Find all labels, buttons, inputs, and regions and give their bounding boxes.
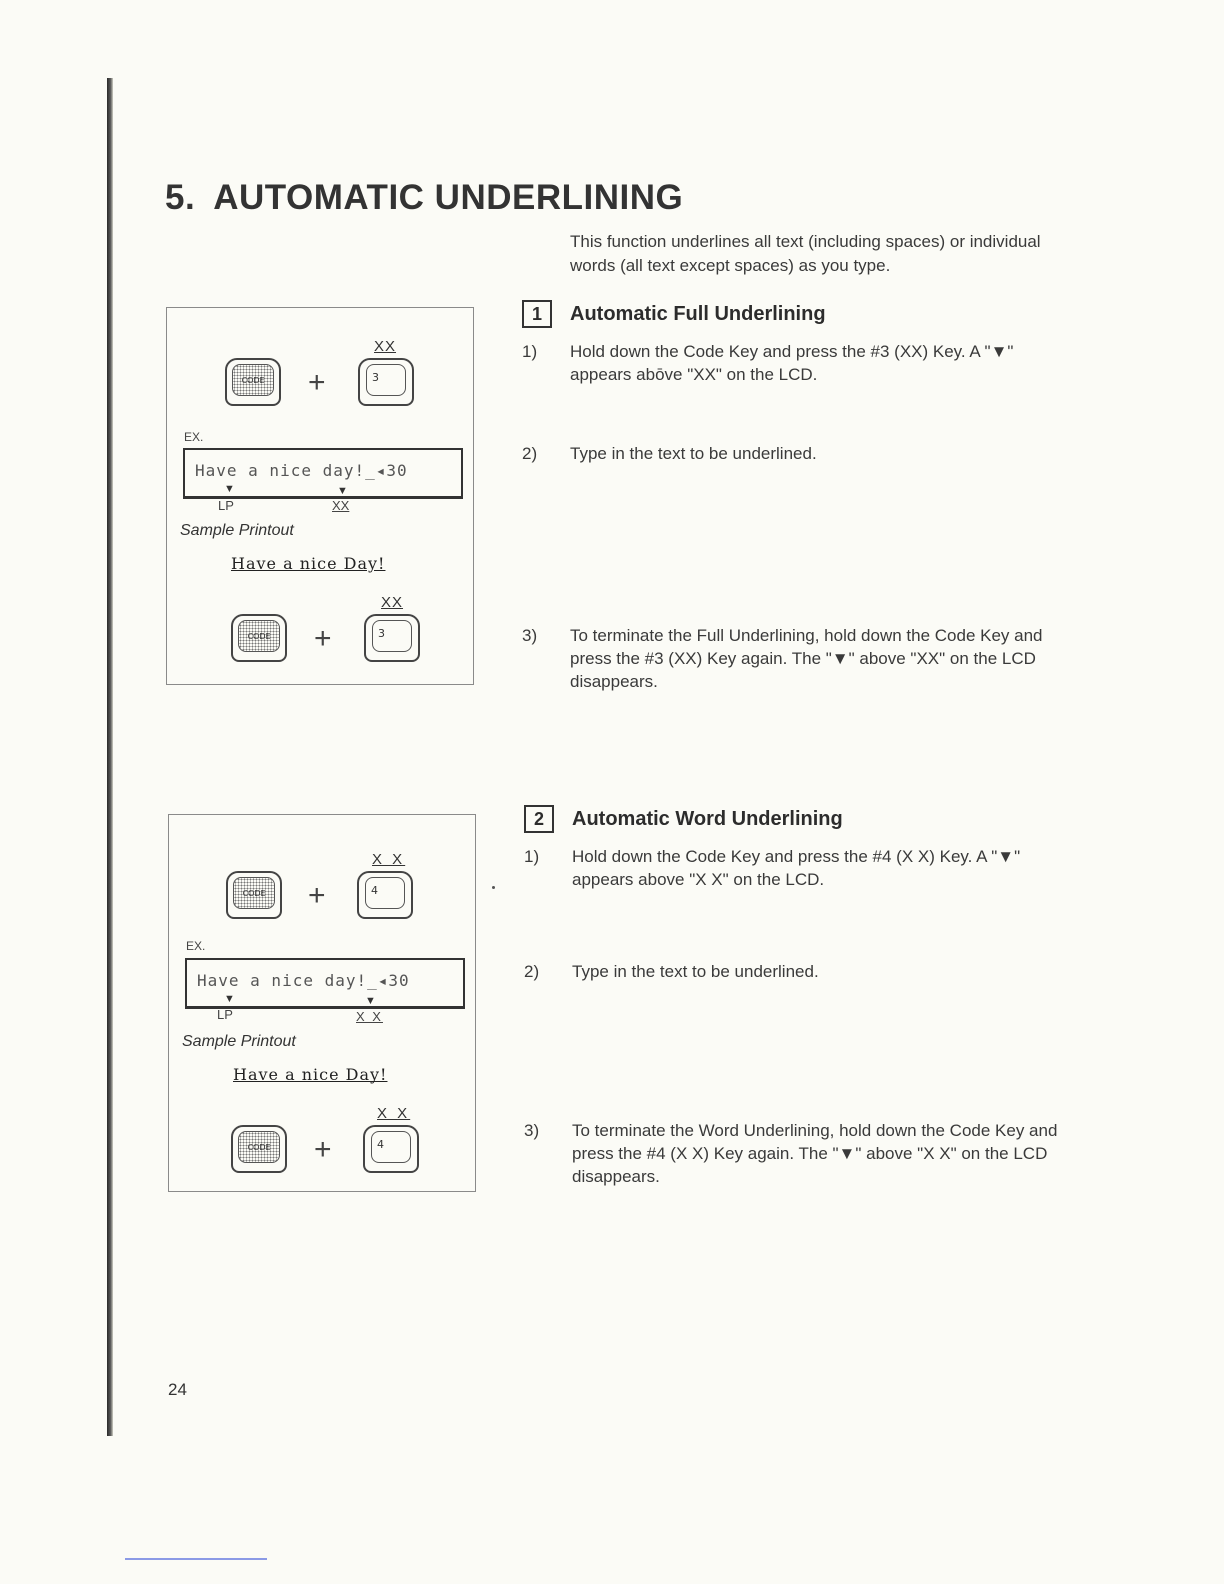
example-label: EX. [186,939,206,953]
intro-paragraph: This function underlines all text (including spaces) or individual words (all text except spaces) as you type. [570,232,1041,275]
plus-icon: + [308,366,326,399]
code-key-icon: CODE [231,614,287,662]
code-key-icon: CODE [225,358,281,406]
step-text: Hold down the Code Key and press the #3 (XX) Key. A "▼" appears abōve "XX" on the LCD. [570,342,1014,384]
step-number: 2) [524,962,540,981]
key-combination-end [167,594,473,664]
xx-indicator-icon: ▼ [337,485,348,497]
step-text: To terminate the Full Underlining, hold down the Code Key and press the #3 (XX) Key again. The "▼" above "XX" on the LCD disappears. [570,626,1043,691]
step-number: 2) [522,444,538,463]
step-text: Hold down the Code Key and press the #4 (X X) Key. A "▼" appears above "X X" on the LCD. [572,847,1021,889]
lp-caption: LP [217,1007,233,1022]
lp-indicator-icon: ▼ [224,483,235,495]
sample-printout-label: Sample Printout [180,522,294,539]
page-title [165,178,683,218]
code-key-icon: CODE [231,1125,287,1173]
lp-caption: LP [218,498,234,513]
code-key-icon: CODE [226,871,282,919]
plus-icon: + [308,879,326,912]
title-text: AUTOMATIC UNDERLINING [213,178,684,217]
lp-indicator-icon: ▼ [224,993,235,1005]
step-number: 3) [524,1121,540,1140]
plus-icon: + [314,622,332,655]
step-text: Type in the text to be underlined. [570,444,817,463]
subsection-title: Automatic Full Underlining [570,302,826,325]
xx-key-label: XX [374,338,397,355]
number-4-key-icon: 4 [357,871,413,919]
subsection-title: Automatic Word Underlining [572,807,843,830]
xx-indicator-icon: ▼ [365,995,376,1007]
sample-printout-text: Have a nice Day! [233,1065,388,1084]
plus-icon: + [314,1133,332,1166]
bottom-rule [125,1558,267,1560]
step-text: Type in the text to be underlined. [572,962,819,981]
step-text: To terminate the Word Underlining, hold down the Code Key and press the #4 (X X) Key again. The "▼" above "X X" on the LCD disappears. [572,1121,1058,1186]
illustration-panel-word [168,814,476,1192]
number-4-key-icon: 4 [363,1125,419,1173]
key-combination-end [169,1105,475,1175]
lcd-display [183,448,463,499]
step-number: 3) [522,626,538,645]
xx-caption: XX [332,498,350,513]
subsection-heading-word [524,805,843,833]
sample-printout-text: Have a nice Day! [231,554,386,573]
subsection-number-box: 2 [524,805,554,833]
xx-key-label: X X [372,851,406,868]
number-3-key-icon: 3 [358,358,414,406]
page-number: 24 [168,1380,187,1399]
xx-caption: X X [356,1009,383,1024]
key-combination [169,851,475,921]
section-number: 5. [165,178,196,217]
example-label: EX. [184,430,204,444]
page-spine-shadow [107,78,113,1436]
lcd-text: Have a nice day!_◂30 [197,971,410,990]
xx-key-label: X X [377,1105,411,1122]
subsection-heading-full [522,300,826,328]
sample-printout-label: Sample Printout [182,1033,296,1050]
lcd-display [185,958,465,1009]
step-number: 1) [524,847,540,866]
lcd-text: Have a nice day!_◂30 [195,461,408,480]
subsection-number-box: 1 [522,300,552,328]
number-3-key-icon: 3 [364,614,420,662]
illustration-panel-full [166,307,474,685]
key-combination [167,338,473,408]
xx-key-label: XX [381,594,404,611]
stray-mark [492,886,495,889]
step-number: 1) [522,342,538,361]
